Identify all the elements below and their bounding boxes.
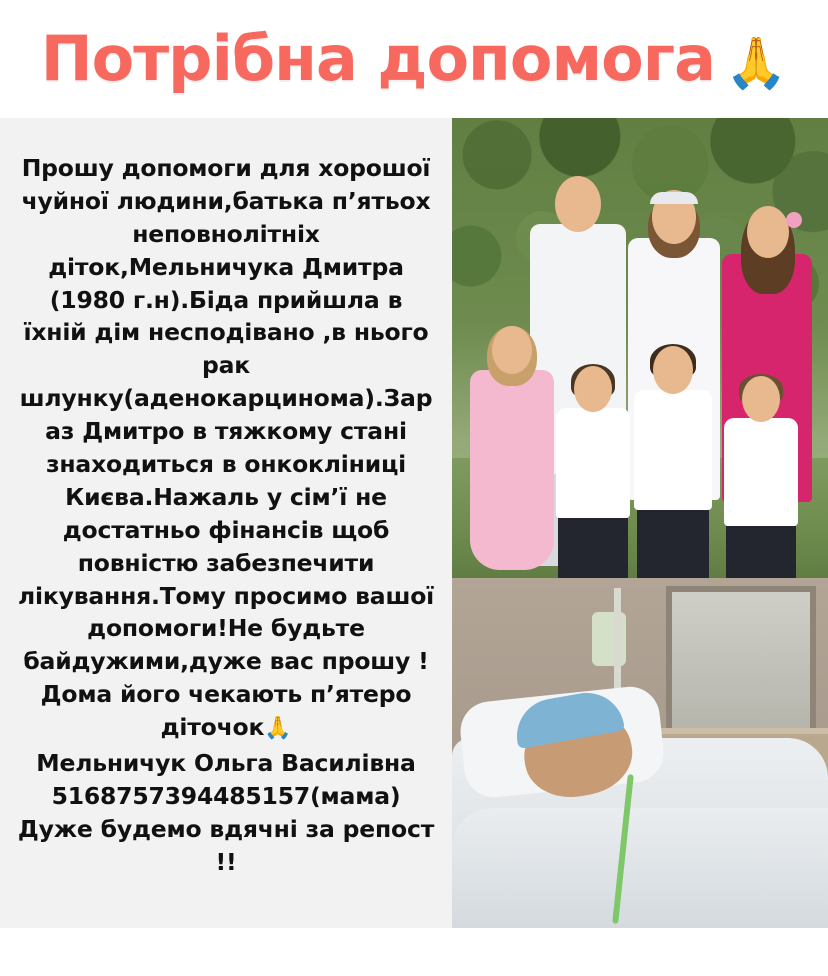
mother-headband <box>650 192 698 204</box>
young-daughter-figure <box>470 326 554 570</box>
teen-daughter-head <box>747 206 789 258</box>
hospital-photo <box>452 578 828 928</box>
son-left-trousers <box>558 518 628 578</box>
son-middle-shirt <box>634 390 712 510</box>
son-left-figure <box>556 366 630 578</box>
flower-hairpin-icon <box>786 212 802 228</box>
young-daughter-dress <box>470 370 554 570</box>
son-middle-head <box>653 346 693 394</box>
young-daughter-head <box>492 326 532 374</box>
photo-column <box>452 118 828 928</box>
contact-name: Мельничук Ольга Василівна <box>36 748 416 777</box>
card-number: 5168757394485157(мама) <box>51 781 401 810</box>
poster-header <box>0 0 828 118</box>
son-middle-trousers <box>637 510 709 578</box>
praying-hands-icon: 🙏 <box>724 35 788 91</box>
appeal-body-text <box>16 152 436 745</box>
appeal-body-span: Прошу допомоги для хорошої чуйної людини,батька п’ятьох неповнолітніх діток,Мельничука Дмитра (1980 г.н).Біда прийшла в їхній дім несподівано ,в нього рак шлунку(аденокарцинома).Зар аз Дмитро в тяжкому стані знаходиться в онкокліниці Києва.Нажаль у сім’ї не достатньо фінансів щоб повністю забезпечити лікування.Тому просимо вашої допомоги!Не будьте байдужими,дуже вас прошу ! Дома його чекають п’ятеро діточок <box>17 154 435 742</box>
contact-block <box>16 747 436 879</box>
son-left-head <box>574 366 612 412</box>
son-right-shirt <box>724 418 798 526</box>
repost-request: Дуже будемо вдячні за репост !! <box>17 814 435 876</box>
son-left-shirt <box>556 408 630 518</box>
praying-hands-inline-icon: 🙏 <box>264 716 292 742</box>
page-title: Потрібна допомога <box>40 22 715 95</box>
poster-content <box>0 118 828 976</box>
appeal-text-panel <box>0 118 452 928</box>
family-photo <box>452 118 828 578</box>
hospital-window <box>666 586 816 736</box>
son-right-head <box>742 376 780 422</box>
son-right-figure <box>724 376 798 578</box>
blanket <box>452 808 828 928</box>
father-head <box>555 176 601 232</box>
son-right-trousers <box>726 526 796 578</box>
son-middle-figure <box>634 346 712 578</box>
